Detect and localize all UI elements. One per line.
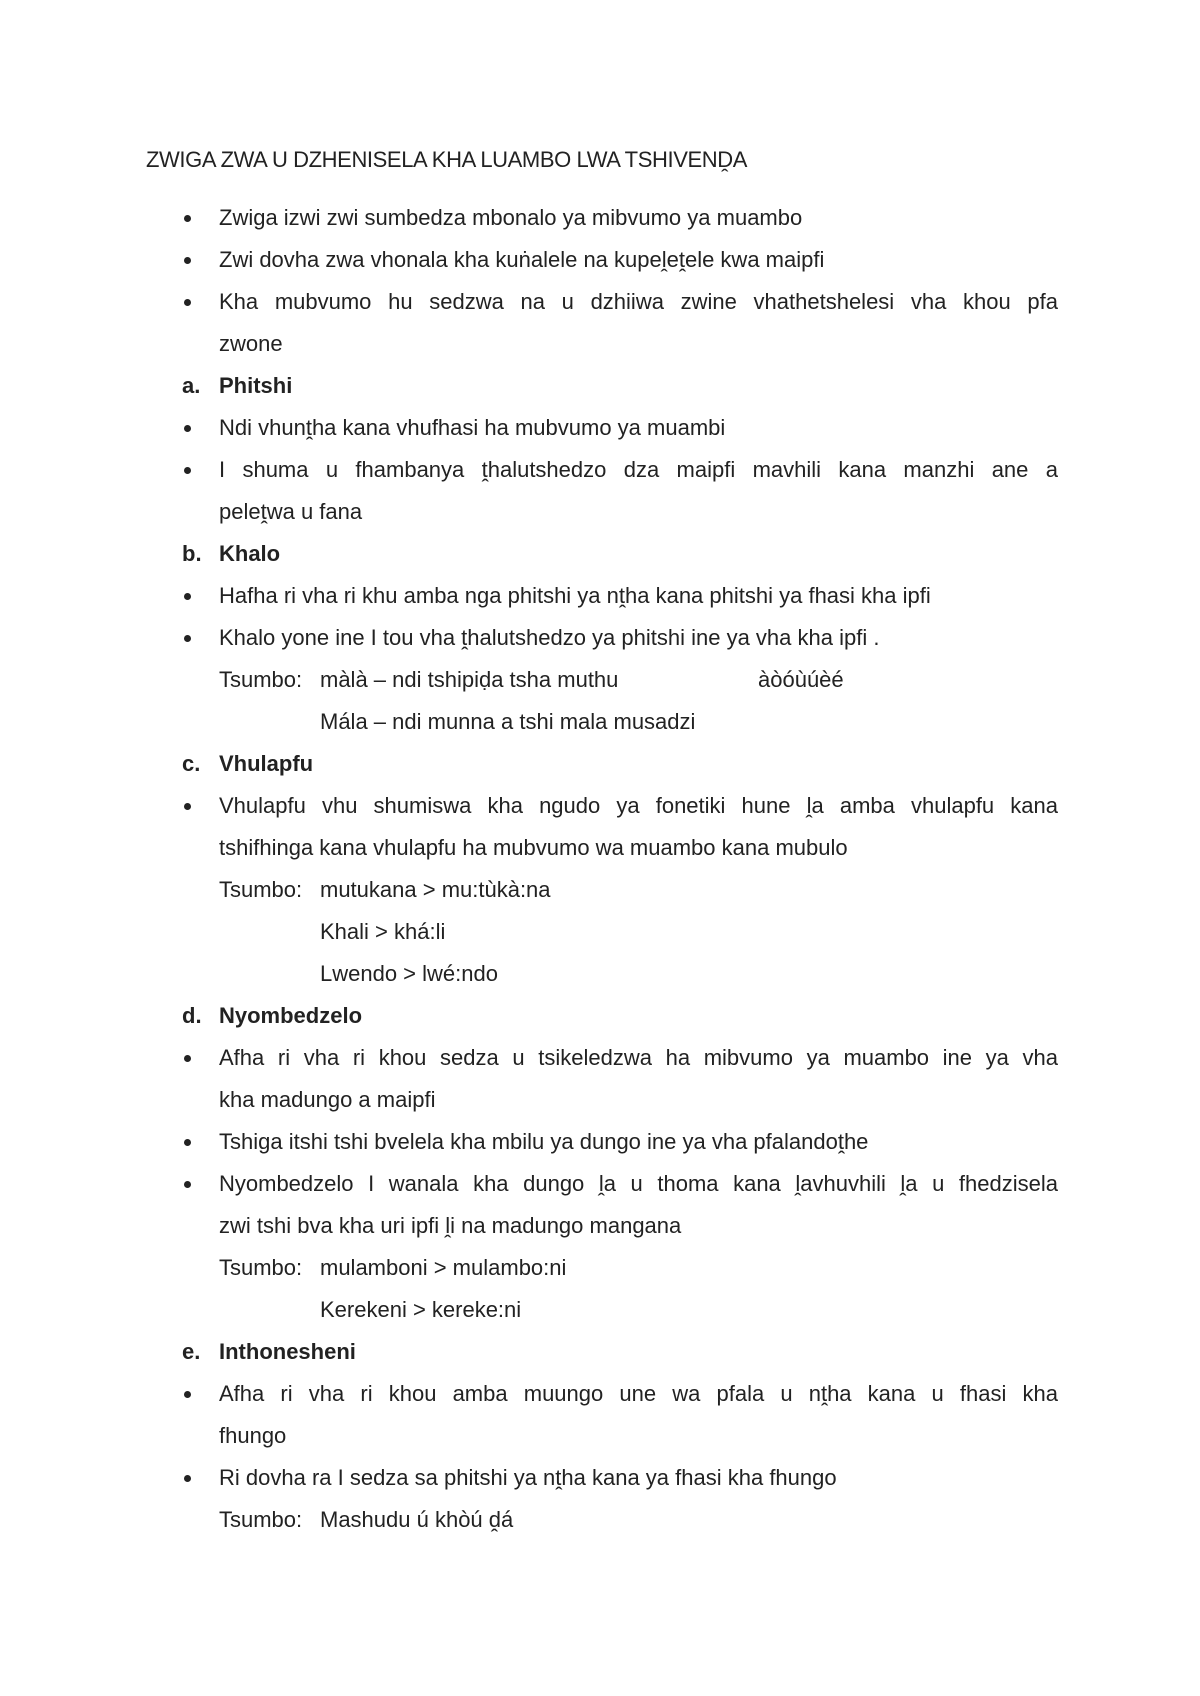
example-line [0,911,1200,953]
bullet-item [0,1457,1200,1499]
bullet-icon [184,1055,191,1062]
bullet-item [0,1037,1200,1079]
example-text: Kerekeni > kereke:ni [320,1297,522,1322]
section-marker: c. [182,751,201,776]
bullet-item [0,281,1200,323]
example-line [0,1499,1200,1541]
example-line [0,701,1200,743]
section-marker: b. [182,541,202,566]
section-heading [0,365,1200,407]
section-heading [0,533,1200,575]
example-line [0,869,1200,911]
bullet-item [0,617,1200,659]
bullet-icon [184,1391,191,1398]
example-text: mutukana > mu:tùkà:na [320,877,551,902]
section-title: Phitshi [219,373,293,398]
bullet-text: Tshiga itshi tshi bvelela kha mbilu ya dungo ine ya vha pfalandoṱhe [219,1129,869,1154]
bullet-item [0,239,1200,281]
bullet-text: peleṱwa u fana [219,499,363,524]
bullet-icon [184,299,191,306]
section-title: Inthonesheni [219,1339,356,1364]
bullet-icon [184,1475,191,1482]
bullet-continuation [0,323,1200,365]
document-title: ZWIGA ZWA U DZHENISELA KHA LUAMBO LWA TSHIVENḒA [146,147,747,172]
bullet-item [0,1163,1200,1205]
bullet-continuation [0,1415,1200,1457]
example-text: Khali > khá:li [320,919,446,944]
section-title: Vhulapfu [219,751,314,776]
section-title: Khalo [219,541,281,566]
bullet-item [0,1121,1200,1163]
section-marker: e. [182,1339,201,1364]
bullet-text: Kha mubvumo hu sedzwa na u dzhiiwa zwine vhathetshelesi vha khou pfa [219,289,1058,314]
bullet-icon [184,593,191,600]
bullet-text: zwone [219,331,283,356]
bullet-text: Zwi dovha zwa vhonala kha kuṅalele na kupeḽeṱele kwa maipfi [219,247,825,272]
bullet-text: I shuma u fhambanya ṱhalutshedzo dza maipfi mavhili kana manzhi ane a [219,457,1058,482]
bullet-icon [184,803,191,810]
bullet-text: Afha ri vha ri khou amba muungo une wa pfala u nṱha kana u fhasi kha [219,1381,1058,1406]
bullet-text: Ri dovha ra I sedza sa phitshi ya nṱha kana ya fhasi kha fhungo [219,1465,837,1490]
example-extra: àòóùúèé [758,667,844,692]
bullet-text: Vhulapfu vhu shumiswa kha ngudo ya fonetiki hune ḽa amba vhulapfu kana [219,793,1058,818]
bullet-text: Nyombedzelo I wanala kha dungo ḽa u thoma kana ḽavhuvhili ḽa u fhedzisela [219,1171,1058,1196]
bullet-text: tshifhinga kana vhulapfu ha mubvumo wa muambo kana mubulo [219,835,848,860]
bullet-text: Khalo yone ine I tou vha ṱhalutshedzo ya phitshi ine ya vha kha ipfi . [219,625,880,650]
bullet-item [0,785,1200,827]
bullet-text: Hafha ri vha ri khu amba nga phitshi ya nṱha kana phitshi ya fhasi kha ipfi [219,583,931,608]
bullet-continuation [0,1079,1200,1121]
example-line [0,1289,1200,1331]
bullet-item [0,575,1200,617]
bullet-icon [184,635,191,642]
bullet-text: Ndi vhunṱha kana vhufhasi ha mubvumo ya muambi [219,415,726,440]
example-label: Tsumbo: [219,1507,303,1532]
example-label: Tsumbo: [219,667,303,692]
section-heading [0,743,1200,785]
section-marker: a. [182,373,201,398]
bullet-icon [184,1181,191,1188]
section-heading [0,995,1200,1037]
example-line [0,659,1200,701]
bullet-item [0,407,1200,449]
document-body [0,197,1200,1541]
bullet-icon [184,425,191,432]
section-title: Nyombedzelo [219,1003,363,1028]
bullet-icon [184,215,191,222]
example-text: Mashudu ú khòú ḓá [320,1507,514,1532]
bullet-text: fhungo [219,1423,287,1448]
bullet-text: Zwiga izwi zwi sumbedza mbonalo ya mibvumo ya muambo [219,205,803,230]
bullet-text: kha madungo a maipfi [219,1087,436,1112]
example-line [0,1247,1200,1289]
bullet-icon [184,467,191,474]
section-heading [0,1331,1200,1373]
bullet-icon [184,1139,191,1146]
section-marker: d. [182,1003,202,1028]
bullet-continuation [0,1205,1200,1247]
bullet-item [0,449,1200,491]
example-text: Lwendo > lwé:ndo [320,961,498,986]
bullet-item [0,197,1200,239]
example-text: mulamboni > mulambo:ni [320,1255,567,1280]
example-label: Tsumbo: [219,1255,303,1280]
bullet-text: Afha ri vha ri khou sedza u tsikeledzwa ha mibvumo ya muambo ine ya vha [219,1045,1058,1070]
bullet-continuation [0,491,1200,533]
bullet-text: zwi tshi bva kha uri ipfi ḽi na madungo mangana [219,1213,682,1238]
example-line [0,953,1200,995]
example-label: Tsumbo: [219,877,303,902]
bullet-item [0,1373,1200,1415]
example-text: màlà – ndi tshipiḍa tsha muthu [320,667,619,692]
example-text: Mála – ndi munna a tshi mala musadzi [320,709,696,734]
bullet-continuation [0,827,1200,869]
bullet-icon [184,257,191,264]
